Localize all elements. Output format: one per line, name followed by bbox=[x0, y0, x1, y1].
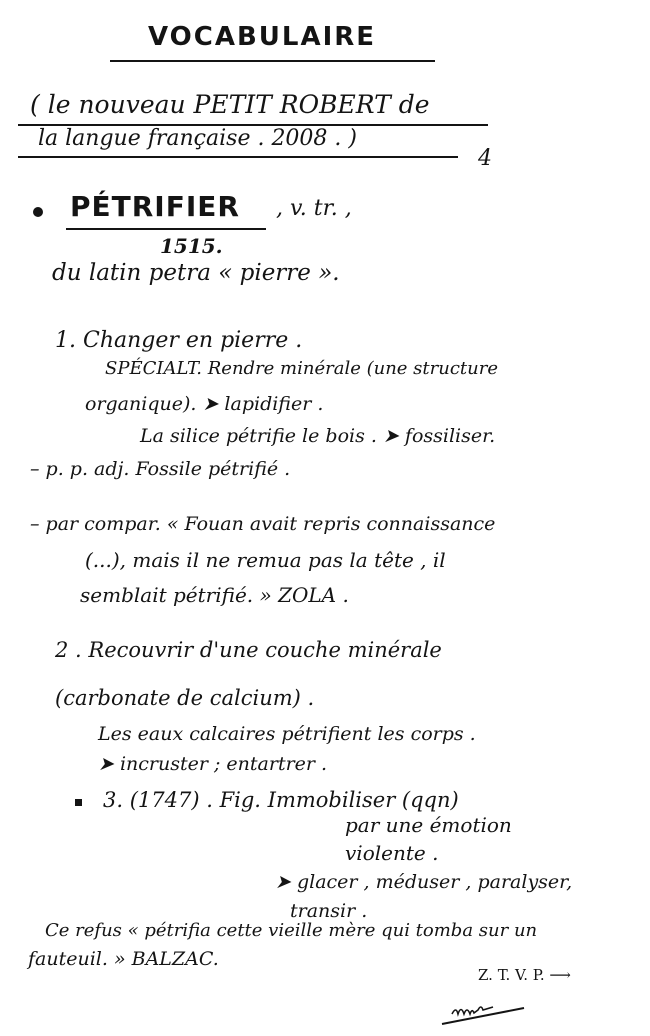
entry-date: 1515. bbox=[160, 234, 223, 258]
page-title: VOCABULAIRE bbox=[148, 22, 377, 52]
source-rule-2 bbox=[18, 156, 458, 158]
sense-1-compar-3: semblait pétrifié. » ZOLA . bbox=[80, 583, 349, 607]
part-of-speech: , v. tr. , bbox=[276, 196, 352, 221]
continued-note: Z. T. V. P. ⟶ bbox=[478, 966, 571, 984]
sense-3-cont-1: par une émotion bbox=[345, 813, 512, 837]
sense-1-compar-1: – par compar. « Fouan avait repris connaissance bbox=[30, 513, 496, 535]
sense-2-synonyms: ➤ incruster ; entartrer . bbox=[98, 753, 328, 775]
entry-bullet bbox=[33, 207, 43, 217]
sense-1-example: La silice pétrifie le bois . ➤ fossiliser. bbox=[140, 425, 496, 447]
sense-3-bullet bbox=[75, 799, 82, 806]
sense-3-title: 3. (1747) . Fig. Immobiliser (qqn) bbox=[103, 788, 459, 812]
sense-1-special: SPÉCIALT. Rendre minérale (une structure bbox=[105, 358, 499, 379]
sense-1-title: 1. Changer en pierre . bbox=[55, 328, 303, 353]
source-line-2: la langue française . 2008 . ) bbox=[38, 126, 357, 151]
signature-mark bbox=[438, 990, 528, 1030]
source-line-1: ( le nouveau PETIT ROBERT de bbox=[30, 90, 430, 119]
headword-underline bbox=[66, 228, 266, 230]
sense-3-cont-2: violente . bbox=[345, 841, 439, 865]
sense-1-compar-2: (...), mais il ne remua pas la tête , il bbox=[85, 548, 446, 572]
etymology: du latin petra « pierre ». bbox=[52, 260, 340, 286]
sense-1-special-cont: organique). ➤ lapidifier . bbox=[85, 393, 324, 415]
sense-1-pp: – p. p. adj. Fossile pétrifié . bbox=[30, 458, 291, 480]
title-underline bbox=[110, 60, 435, 62]
sense-3-quote-2: fauteuil. » BALZAC. bbox=[28, 948, 219, 970]
headword: PÉTRIFIER bbox=[70, 190, 240, 223]
sense-3-synonyms-1: ➤ glacer , méduser , paralyser, bbox=[275, 871, 573, 893]
sense-2-title: 2 . Recouvrir d'une couche minérale bbox=[55, 638, 442, 662]
sense-3-quote-1: Ce refus « pétrifia cette vieille mère qui tomba sur un bbox=[45, 920, 538, 941]
sense-2-example: Les eaux calcaires pétrifient les corps . bbox=[98, 723, 476, 745]
sense-2-detail: (carbonate de calcium) . bbox=[55, 686, 315, 710]
sense-3-synonyms-2: transir . bbox=[290, 900, 368, 922]
page-number: 4 bbox=[478, 146, 492, 171]
